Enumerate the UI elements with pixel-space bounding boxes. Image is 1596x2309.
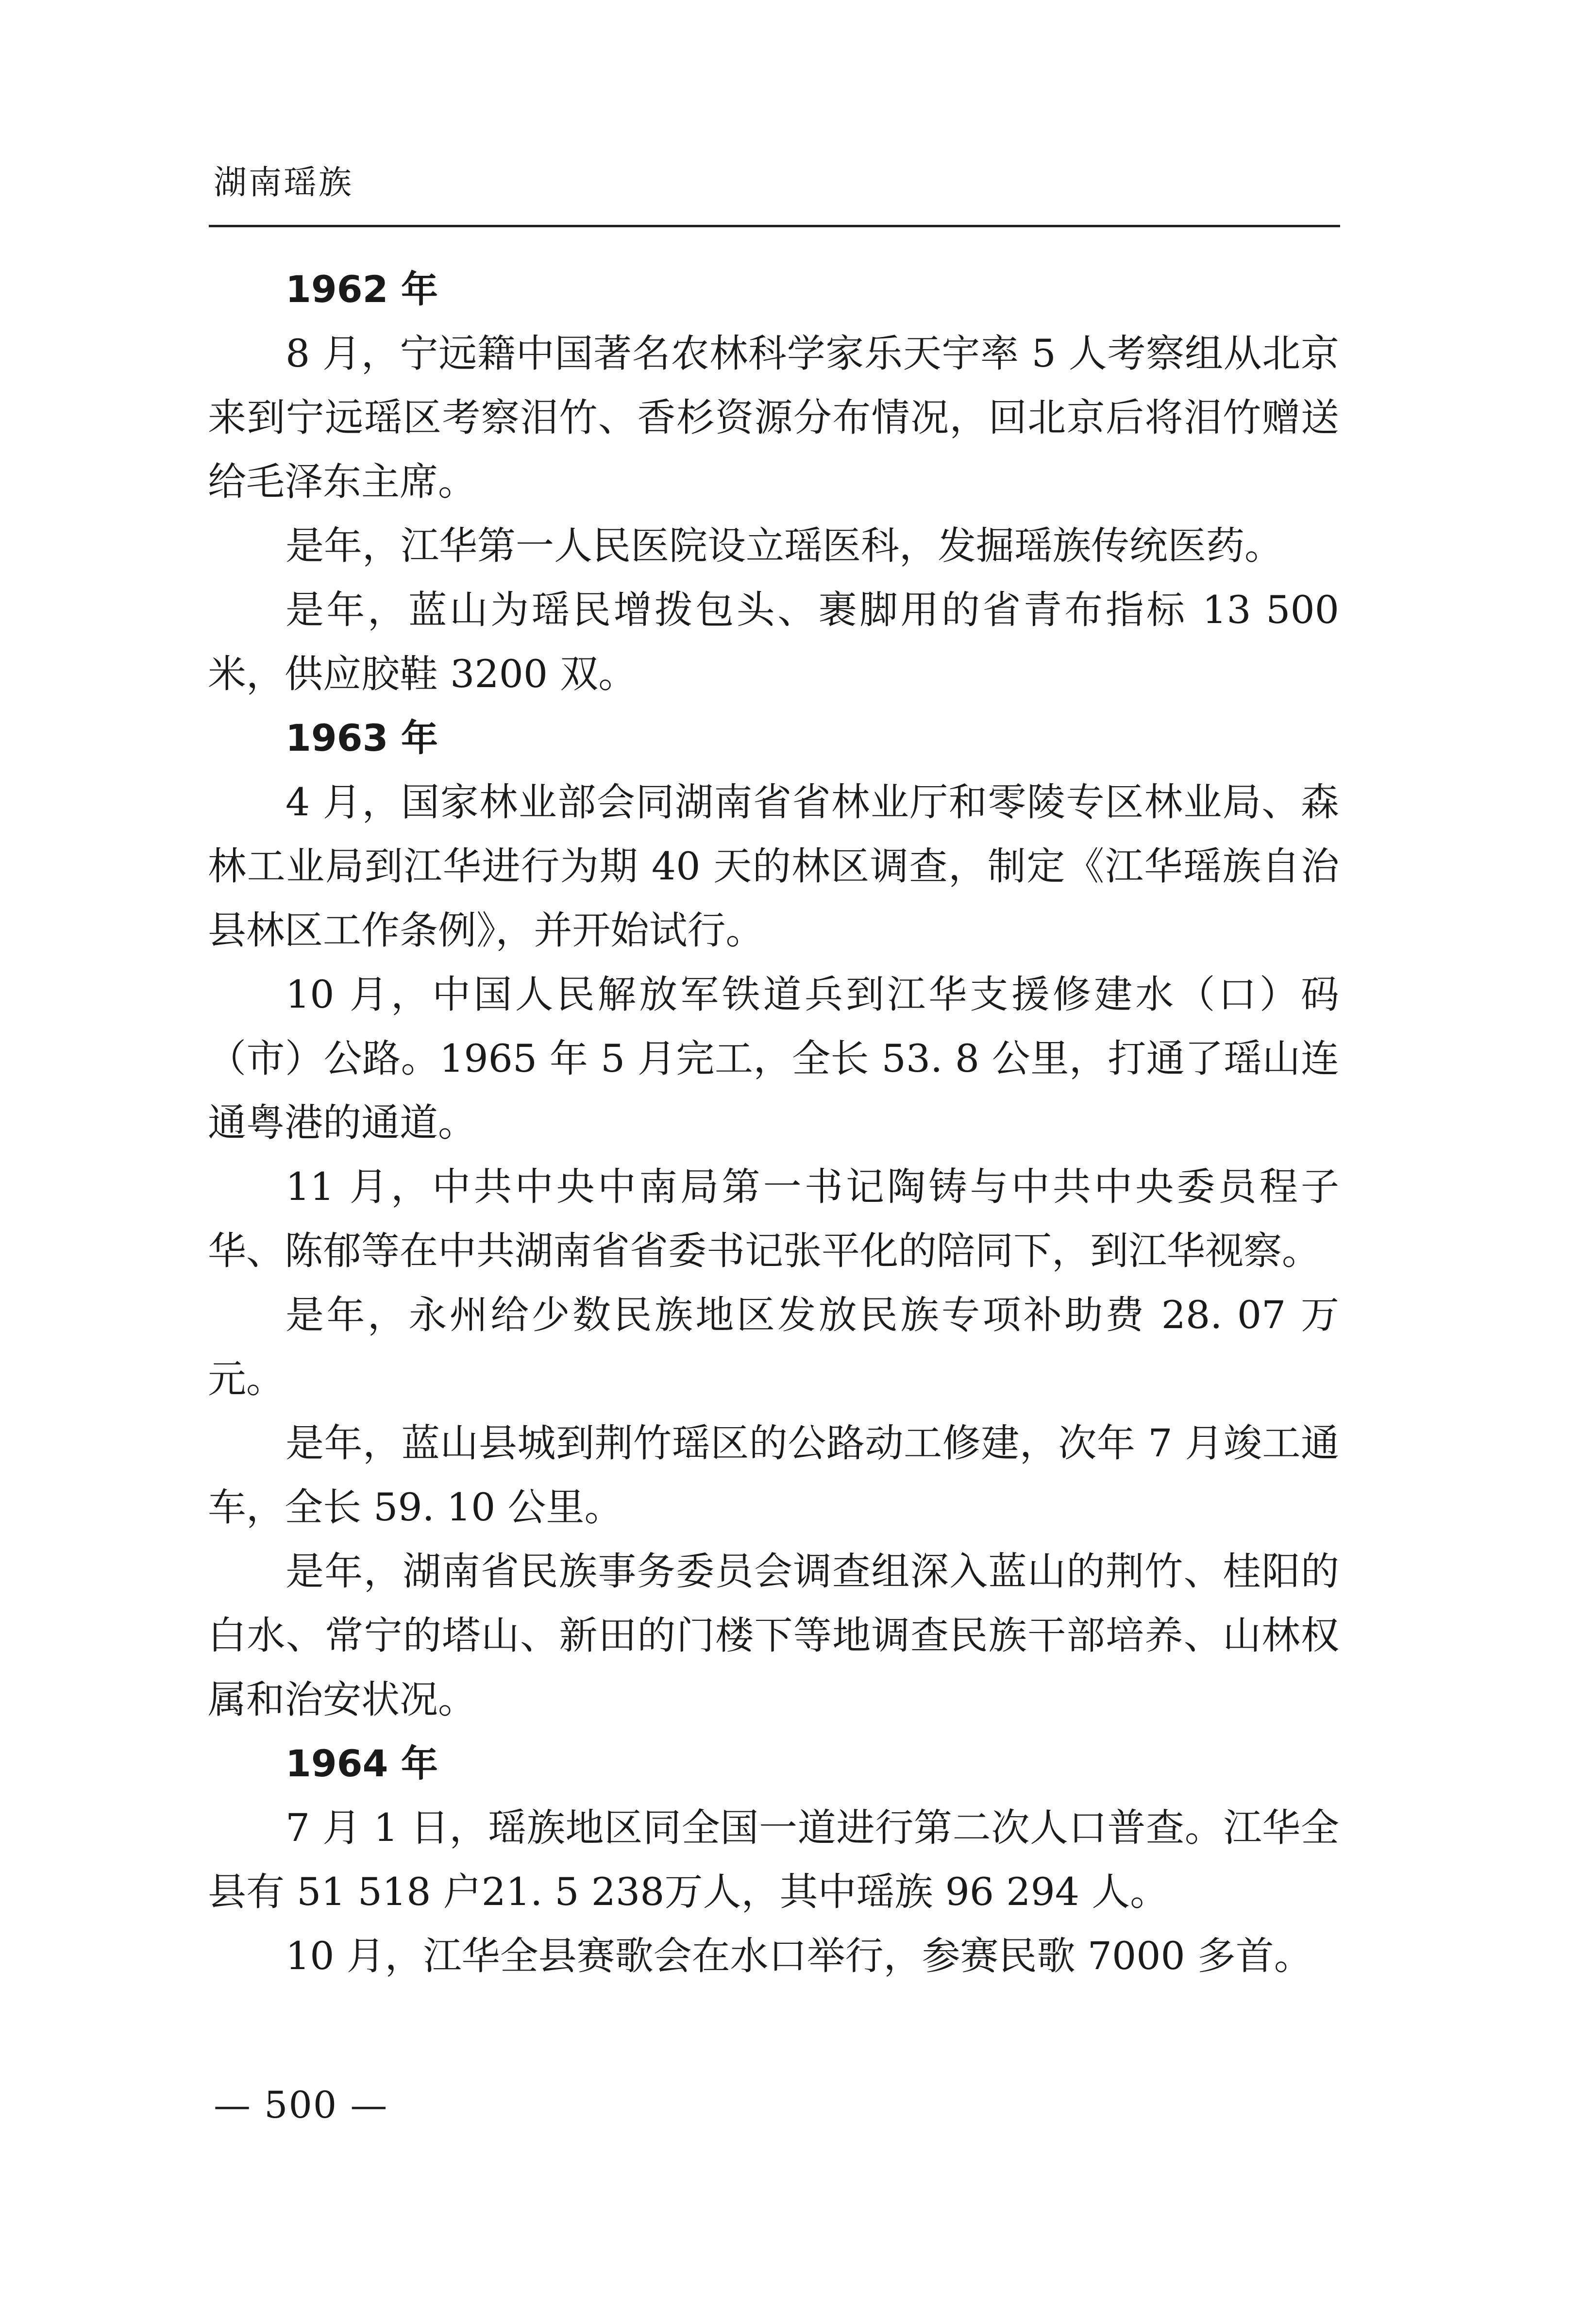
page-number: — 500 — <box>214 2083 388 2126</box>
paragraph: 是年，蓝山县城到荆竹瑶区的公路动工修建，次年 7 月竣工通车，全长 59. 10 公里。 <box>208 1421 1339 1530</box>
paragraph: 7 月 1 日，瑶族地区同全国一道进行第二次人口普查。江华全县有 51 518 户21. 5 238万人，其中瑶族 96 294 人。 <box>208 1805 1339 1914</box>
paragraph: 是年，永州给少数民族地区发放民族专项补助费 28. 07 万元。 <box>208 1293 1339 1401</box>
paragraph: 10 月，中国人民解放军铁道兵到江华支援修建水（口）码（市）公路。1965 年 5 月完工，全长 53. 8 公里，打通了瑶山连通粤港的通道。 <box>208 972 1339 1145</box>
paragraph: 8 月，宁远籍中国著名农林科学家乐天宇率 5 人考察组从北京来到宁远瑶区考察泪竹、香杉资源分布情况，回北京后将泪竹赠送给毛泽东主席。 <box>208 331 1339 504</box>
year-heading-1963: 1963 年 <box>286 716 438 759</box>
year-heading-1962: 1962 年 <box>286 268 438 311</box>
paragraph: 4 月，国家林业部会同湖南省省林业厅和零陵专区林业局、森林工业局到江华进行为期 40 天的林区调查，制定《江华瑶族自治县林区工作条例》，并开始试行。 <box>208 780 1339 953</box>
paragraph: 10 月，江华全县赛歌会在水口举行，参赛民歌 7000 多首。 <box>286 1934 1312 1978</box>
paragraph: 11 月，中共中央中南局第一书记陶铸与中共中央委员程子华、陈郁等在中共湖南省省委书记张平化的陪同下，到江华视察。 <box>208 1164 1339 1273</box>
running-head-title: 湖南瑶族 <box>214 164 354 202</box>
year-heading-1964: 1964 年 <box>286 1742 438 1785</box>
paragraph: 是年，江华第一人民医院设立瑶医科，发掘瑶族传统医药。 <box>286 523 1283 568</box>
header-rule <box>209 225 1340 227</box>
body-text <box>208 257 1339 1988</box>
paragraph: 是年，湖南省民族事务委员会调查组深入蓝山的荆竹、桂阳的白水、常宁的塔山、新田的门楼下等地调查民族干部培养、山林权属和治安状况。 <box>208 1549 1339 1722</box>
paragraph: 是年，蓝山为瑶民增拨包头、裹脚用的省青布指标 13 500 米，供应胶鞋 3200 双。 <box>208 588 1339 696</box>
